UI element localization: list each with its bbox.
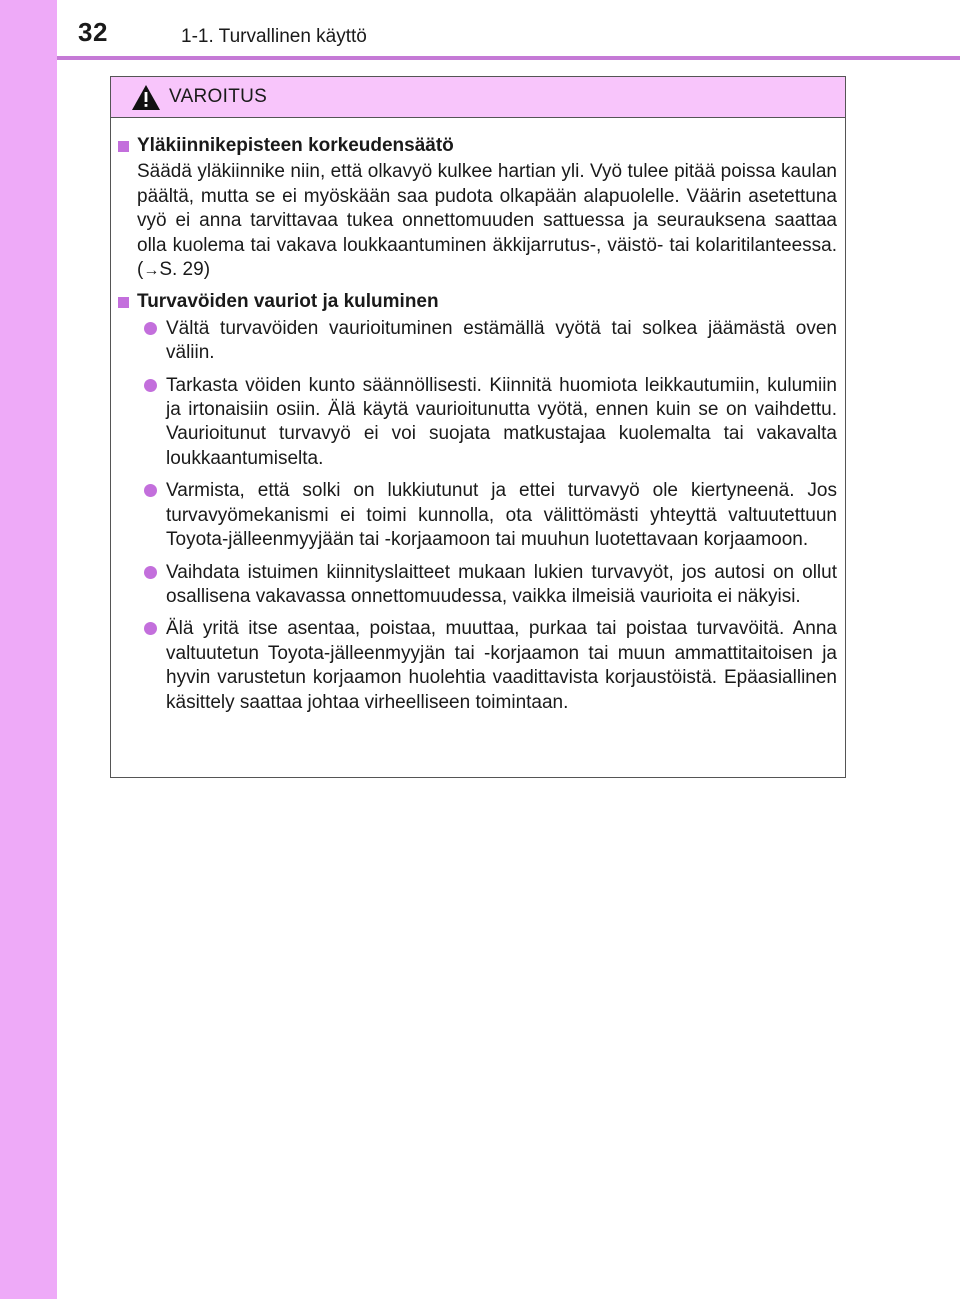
warning-body [111, 118, 845, 715]
section-text [116, 160, 837, 283]
section-adjuster [116, 134, 837, 283]
square-bullet-icon [118, 297, 129, 308]
chapter-title: 1-1. Turvallinen käyttö [181, 26, 367, 47]
section-damage [116, 290, 837, 715]
list-item-text: Älä yritä itse asentaa, poistaa, muuttaa, purkaa tai poistaa turvavöitä. Anna valtuutetun Toyota-jälleenmyyjän tai -korjaamon tai muun ammattitaitoisen ja hyvin varustetun korjaamon huolehtia vaadittavista korjaustöistä. Epäasiallinen käsittely saattaa johtaa virheelliseen toimintaan. [166, 618, 837, 713]
list-item [116, 317, 837, 366]
list-item-text: Tarkasta vöiden kunto säännöllisesti. Kiinnitä huomiota leikkautumiin, kulumiin ja irtonaisiin osiin. Älä käytä vaurioitunutta vyötä, ennen kuin se on vaihdettu. Vaurioitunut turvavyö ei voi suojata matkustajaa kuolemalta tai vakavalta loukkaantumiselta. [166, 374, 837, 469]
square-bullet-icon [118, 141, 129, 152]
page-number: 32 [78, 17, 108, 47]
section-heading [116, 290, 837, 314]
section-heading-text: Yläkiinnikepisteen korkeudensäätö [137, 135, 454, 156]
list-item-text: Varmista, että solki on lukkiutunut ja ettei turvavyö ole kiertyneenä. Jos turvavyömekanismi ei toimi kunnolla, ota välittömästi yhteyttä valtuutettuun Toyota-jälleenmyyjään tai -korjaamoon tai muuhun luotettavaan korjaamoon. [166, 480, 837, 551]
section-text-body: Säädä yläkiinnike niin, että olkavyö kulkee hartian yli. Vyö tulee pitää poissa kaulan päältä, mutta se ei myöskään saa pudota olkapään alapuolelle. Väärin asetettuna vyö ei anna tarvittavaa tukea onnettomuuden sattuessa ja seurauksena saattaa olla kuolema tai vakava loukkaantuminen äkkijarrutus-, väistö- tai kolaritilanteessa. ( [137, 161, 837, 281]
list-item [116, 561, 837, 610]
circle-bullet-icon [144, 322, 157, 335]
warning-title: VAROITUS [169, 86, 268, 107]
reference-arrow-icon: → [143, 262, 160, 280]
circle-bullet-icon [144, 379, 157, 392]
section-heading [116, 134, 837, 158]
circle-bullet-icon [144, 484, 157, 497]
circle-bullet-icon [144, 622, 157, 635]
list-item [116, 617, 837, 715]
side-band [0, 0, 57, 1299]
page-reference-link[interactable]: S. 29) [159, 259, 211, 281]
section-heading-text: Turvavöiden vauriot ja kuluminen [137, 291, 439, 313]
warning-header [111, 77, 845, 118]
warning-box [110, 76, 846, 778]
circle-bullet-icon [144, 566, 157, 579]
list-item [116, 374, 837, 472]
header-rule [57, 56, 960, 60]
list-item-text: Vaihdata istuimen kiinnityslaitteet mukaan lukien turvavyöt, jos autosi on ollut osallisena vakavassa onnettomuudessa, vaikka ilmeisiä vaurioita ei näkyisi. [166, 561, 837, 607]
list-item-text: Vältä turvavöiden vaurioituminen estämällä vyötä tai solkea jäämästä oven väliin. [166, 317, 837, 364]
list-item [116, 479, 837, 552]
warning-triangle-icon [131, 84, 161, 111]
